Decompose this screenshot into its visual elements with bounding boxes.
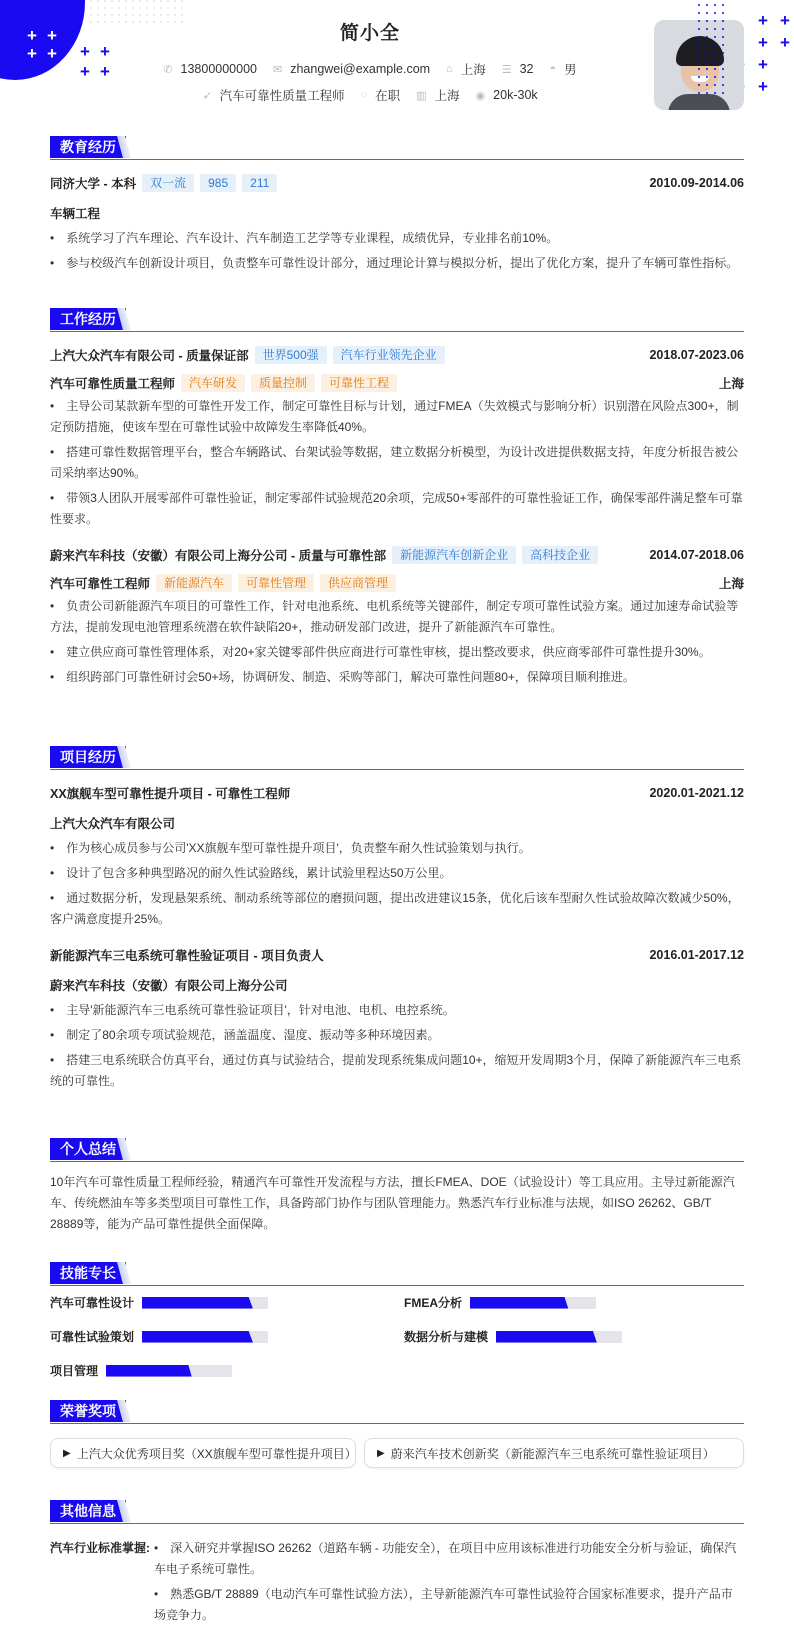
intent-position: ➶ 汽车可靠性质量工程师 <box>202 89 345 103</box>
section-title: 其他信息 <box>50 1500 744 1524</box>
resume-header <box>0 0 794 120</box>
role-name: 汽车可靠性质量工程师 <box>50 377 176 391</box>
skill-bar <box>496 1331 622 1343</box>
major: 车辆工程 <box>50 207 101 221</box>
bullet-list <box>50 396 744 530</box>
tag: 双一流 <box>142 174 194 192</box>
gender-icon: ◓ <box>549 63 557 75</box>
list-item: • 参与校级汽车创新设计项目，负责整车可靠性设计部分，通过理论计算与模拟分析，提出了优化方案，提升了车辆可靠性指标。 <box>50 253 744 274</box>
projects-section <box>50 746 744 1092</box>
plus-icon: + <box>758 11 768 30</box>
skill-item: FMEA分析 <box>404 1294 596 1311</box>
list-item: • 系统学习了汽车理论、汽车设计、汽车制造工艺学等专业课程，成绩优异，专业排名前10%。 <box>50 228 744 249</box>
award-item: ▶ 蔚来汽车技术创新奖（新能源汽车三电系统可靠性验证项目） <box>364 1438 744 1468</box>
building-icon: ▥ <box>416 89 427 102</box>
project-name: XX旗舰车型可靠性提升项目 - 可靠性工程师 <box>50 787 291 801</box>
decorative-dots <box>698 4 728 96</box>
list-item: • 组织跨部门可靠性研讨会50+场，协调研发、制造、采购等部门，解决可靠性问题80+，保障项目顺利推进。 <box>50 667 744 688</box>
skills-section <box>50 1262 744 1378</box>
plus-icon: + <box>47 26 57 45</box>
skill-bar <box>142 1331 268 1343</box>
date-range: 2020.01-2021.12 <box>649 786 744 800</box>
other-item <box>50 1538 744 1626</box>
section-title: 荣誉奖项 <box>50 1400 744 1424</box>
tag: 质量控制 <box>251 374 315 392</box>
intent-status: ◌ 在职 <box>360 89 401 103</box>
school-name: 同济大学 - 本科 <box>50 177 137 191</box>
bullet-list <box>154 1534 744 1626</box>
contact-age: ☰ 32 <box>501 62 534 76</box>
work-header <box>50 346 744 364</box>
section-title: 技能专长 <box>50 1262 744 1286</box>
plus-icon: + <box>80 62 90 81</box>
project-header <box>50 784 744 802</box>
plus-icon: + <box>100 62 110 81</box>
section-title: 个人总结 <box>50 1138 744 1162</box>
send-icon: ➶ <box>202 89 212 102</box>
project-company: 蔚来汽车科技（安徽）有限公司上海分公司 <box>50 979 288 993</box>
plus-icon: + <box>758 33 768 52</box>
company-name: 蔚来汽车科技（安徽）有限公司上海分公司 - 质量与可靠性部 <box>50 549 387 563</box>
skill-item: 汽车可靠性设计 <box>50 1294 268 1311</box>
skill-item: 数据分析与建模 <box>404 1328 622 1345</box>
date-range: 2016.01-2017.12 <box>649 948 744 962</box>
education-header <box>50 174 744 192</box>
role-row <box>50 374 744 392</box>
project-company: 上汽大众汽车有限公司 <box>50 817 176 831</box>
list-item: • 带领3人团队开展零部件可靠性验证，制定零部件试验规范20余项，完成50+零部件的可靠性验证工作，确保零部件满足整车可靠性要求。 <box>50 488 744 530</box>
triangle-right-icon: ▶ <box>377 1447 385 1459</box>
skill-bar <box>470 1297 596 1309</box>
status-icon: ◌ <box>360 89 368 101</box>
list-item: • 设计了包含多种典型路况的耐久性试验路线，累计试验里程达50万公里。 <box>50 863 744 884</box>
list-item: • 深入研究并掌握ISO 26262（道路车辆 - 功能安全），在项目中应用该标准进行功能安全分析与验证，确保汽车电子系统可靠性。 <box>154 1538 744 1580</box>
list-item: • 通过数据分析，发现悬架系统、制动系统等部位的磨损问题，提出改进建议15条，优化后该车型耐久性试验故障次数减少50%，客户满意度提升25%。 <box>50 888 744 930</box>
skill-bar <box>142 1297 268 1309</box>
project-header <box>50 946 744 964</box>
tag: 供应商管理 <box>320 574 396 592</box>
contact-row <box>0 60 740 81</box>
intent-salary: ◉ 20k-30k <box>475 88 538 102</box>
contact-city: ⌂ 上海 <box>446 63 486 77</box>
bullet-list <box>50 838 744 930</box>
summary-section <box>50 1138 744 1235</box>
tag: 世界500强 <box>255 346 327 364</box>
skill-bar <box>106 1365 232 1377</box>
list-item: • 搭建三电系统联合仿真平台，通过仿真与试验结合，提前发现系统集成问题10+，缩短开发周期3个月，保障了新能源汽车三电系统的可靠性。 <box>50 1050 744 1092</box>
plus-icon: + <box>27 44 37 63</box>
list-item: • 建立供应商可靠性管理体系，对20+家关键零部件供应商进行可靠性审核，提出整改要求，供应商零部件可靠性提升30%。 <box>50 642 744 663</box>
bullet-list <box>50 1000 744 1092</box>
candidate-name: 简小全 <box>339 23 400 44</box>
tag: 可靠性管理 <box>238 574 314 592</box>
section-title: 项目经历 <box>50 746 744 770</box>
phone-icon: ✆ <box>163 63 173 76</box>
date-range: 2010.09-2014.06 <box>649 176 744 190</box>
other-label: 汽车行业标准掌握: <box>50 1541 150 1555</box>
award-item: ▶ 上汽大众优秀项目奖（XX旗舰车型可靠性提升项目） <box>50 1438 356 1468</box>
education-section <box>50 136 744 274</box>
plus-icon: + <box>780 33 790 52</box>
tag: 211 <box>242 174 277 192</box>
section-title: 工作经历 <box>50 308 744 332</box>
intent-city: ▥ 上海 <box>416 89 460 103</box>
plus-icon: + <box>100 42 110 61</box>
bullet-list <box>50 596 744 688</box>
role-name: 汽车可靠性工程师 <box>50 577 151 591</box>
other-section <box>50 1500 744 1626</box>
home-icon: ⌂ <box>446 63 453 75</box>
plus-icon: + <box>80 42 90 61</box>
contact-phone: ✆ 13800000000 <box>163 62 257 76</box>
location: 上海 <box>718 577 744 591</box>
work-header <box>50 546 744 564</box>
list-item: • 作为核心成员参与公司'XX旗舰车型可靠性提升项目'，负责整车耐久性试验策划与执行。 <box>50 838 744 859</box>
plus-icon: + <box>758 55 768 74</box>
bullet-list <box>50 228 744 274</box>
list-item: • 熟悉GB/T 28889（电动汽车可靠性试验方法），主导新能源汽车可靠性试验符合国家标准要求，提升产品市场竞争力。 <box>154 1584 744 1626</box>
list-item: • 主导'新能源汽车三电系统可靠性验证项目'，针对电池、电机、电控系统。 <box>50 1000 744 1021</box>
tag: 可靠性工程 <box>321 374 397 392</box>
project-name: 新能源汽车三电系统可靠性验证项目 - 项目负责人 <box>50 949 324 963</box>
plus-icon: + <box>27 26 37 45</box>
email-icon: ✉ <box>273 63 283 76</box>
company-name: 上汽大众汽车有限公司 - 质量保证部 <box>50 349 249 363</box>
contact-gender: ◓ 男 <box>549 63 577 77</box>
tag: 新能源汽车创新企业 <box>392 546 516 564</box>
section-title: 教育经历 <box>50 136 744 160</box>
location: 上海 <box>718 377 744 391</box>
role-row <box>50 574 744 592</box>
tag: 985 <box>200 174 236 192</box>
plus-icon: + <box>47 44 57 63</box>
date-range: 2014.07-2018.06 <box>649 548 744 562</box>
job-intent-row <box>0 86 740 104</box>
list-item: • 主导公司某款新车型的可靠性开发工作，制定可靠性目标与计划，通过FMEA（失效模式与影响分析）识别潜在风险点300+，制定预防措施，使该车型在可靠性试验中故障发生率降低40%。 <box>50 396 744 438</box>
skill-item: 可靠性试验策划 <box>50 1328 268 1345</box>
date-range: 2018.07-2023.06 <box>649 348 744 362</box>
age-icon: ☰ <box>501 63 512 76</box>
skill-item: 项目管理 <box>50 1362 232 1379</box>
triangle-right-icon: ▶ <box>63 1447 71 1459</box>
tag: 汽车行业领先企业 <box>333 346 445 364</box>
work-section <box>50 308 744 688</box>
awards-section <box>50 1400 744 1424</box>
tag: 新能源汽车 <box>156 574 232 592</box>
list-item: • 负责公司新能源汽车项目的可靠性工作，针对电池系统、电机系统等关键部件，制定专项可靠性试验方案。通过加速寿命试验等方法，提前发现电池管理系统潜在软件缺陷20+，推动研发部门改进，提升了新能源汽车可靠性。 <box>50 596 744 638</box>
plus-icon: + <box>780 11 790 30</box>
contact-email[interactable]: ✉ zhangwei@example.com <box>273 62 431 76</box>
list-item: • 搭建可靠性数据管理平台，整合车辆路试、台架试验等数据，建立数据分析模型，为设计改进提供数据支持，年度分析报告被公司采纳率达90%。 <box>50 442 744 484</box>
tag: 高科技企业 <box>522 546 598 564</box>
tag: 汽车研发 <box>181 374 245 392</box>
plus-icon: + <box>758 77 768 96</box>
salary-icon: ◉ <box>475 89 486 102</box>
list-item: • 制定了80余项专项试验规范，涵盖温度、湿度、振动等多种环境因素。 <box>50 1025 744 1046</box>
summary-text: 10年汽车可靠性质量工程师经验，精通汽车可靠性开发流程与方法，擅长FMEA、DOE（试验设计）等工具应用。主导过新能源汽车、传统燃油车等多类型项目可靠性工作，具备跨部门协作与团队管理能力。熟悉汽车行业标准与法规，如ISO 26262、GB/T 28889等，能为产品可靠性提供全面保障。 <box>50 1175 735 1231</box>
